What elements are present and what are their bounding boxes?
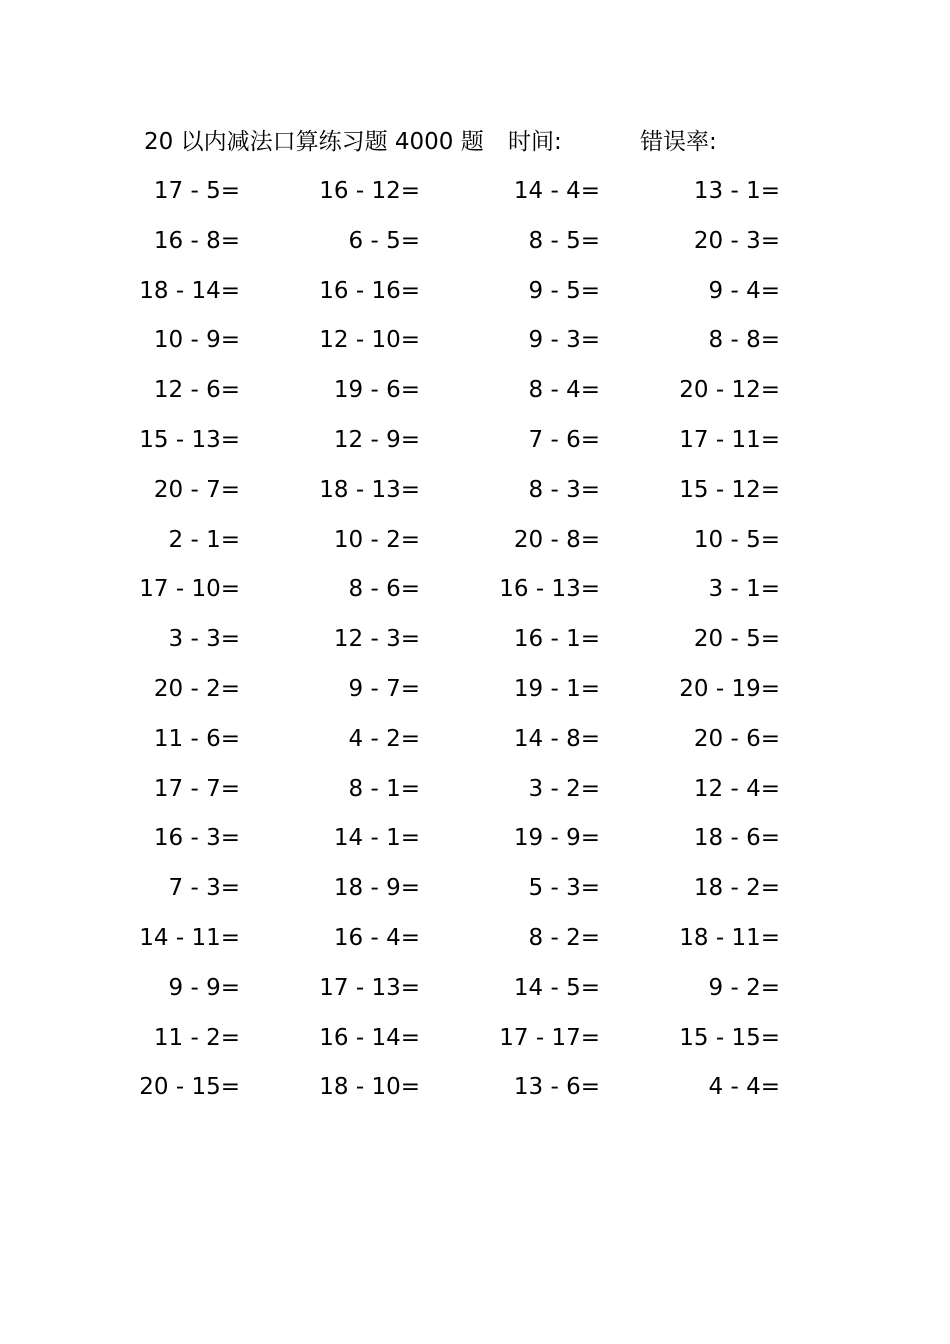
- problem-item: 20 - 8=: [513, 526, 600, 553]
- problem-item: 10 - 5=: [693, 526, 780, 553]
- problem-item: 16 - 13=: [499, 576, 600, 603]
- problem-item: 16 - 4=: [333, 924, 420, 951]
- problem-item: 9 - 9=: [168, 974, 240, 1001]
- problem-row: [0, 271, 950, 321]
- problem-item: 7 - 3=: [168, 875, 240, 902]
- problem-item: 13 - 1=: [693, 178, 780, 204]
- problem-item: 20 - 5=: [693, 626, 780, 653]
- problem-row: [0, 918, 950, 968]
- problem-item: 19 - 6=: [333, 377, 420, 404]
- problem-row: [0, 619, 950, 669]
- problem-item: 8 - 1=: [348, 775, 420, 802]
- problem-row: [0, 569, 950, 619]
- problem-item: 18 - 2=: [693, 875, 780, 902]
- problem-item: 9 - 4=: [708, 277, 780, 304]
- problem-item: 17 - 10=: [139, 576, 240, 603]
- problem-item: 9 - 3=: [528, 327, 600, 354]
- problem-row: [0, 221, 950, 271]
- problem-item: 14 - 4=: [513, 178, 600, 204]
- problem-row: [0, 520, 950, 570]
- problem-item: 2 - 1=: [168, 526, 240, 553]
- problem-item: 4 - 4=: [708, 1074, 780, 1101]
- problem-row: [0, 1018, 950, 1068]
- problem-item: 3 - 1=: [708, 576, 780, 603]
- problem-row: [0, 320, 950, 370]
- problem-item: 7 - 6=: [528, 426, 600, 453]
- problem-item: 20 - 12=: [679, 377, 780, 404]
- problem-item: 17 - 17=: [499, 1024, 600, 1051]
- problem-row: [0, 868, 950, 918]
- problem-item: 18 - 9=: [333, 875, 420, 902]
- error-rate-label: 错误率:: [640, 129, 717, 155]
- problem-row: [0, 171, 950, 221]
- problem-item: 20 - 15=: [139, 1074, 240, 1101]
- problem-item: 19 - 9=: [513, 825, 600, 852]
- problem-item: 8 - 6=: [348, 576, 420, 603]
- problem-item: 15 - 12=: [679, 476, 780, 503]
- problem-item: 14 - 5=: [513, 974, 600, 1001]
- problem-item: 20 - 6=: [693, 725, 780, 752]
- problem-item: 11 - 2=: [153, 1024, 240, 1051]
- problem-item: 17 - 5=: [153, 178, 240, 204]
- problem-item: 10 - 2=: [333, 526, 420, 553]
- problem-item: 19 - 1=: [513, 675, 600, 702]
- problem-item: 6 - 5=: [348, 227, 420, 254]
- problem-item: 16 - 8=: [153, 227, 240, 254]
- problem-item: 12 - 10=: [319, 327, 420, 354]
- problem-item: 9 - 7=: [348, 675, 420, 702]
- problem-item: 13 - 6=: [513, 1074, 600, 1101]
- problem-row: [0, 420, 950, 470]
- problem-item: 17 - 11=: [679, 426, 780, 453]
- problem-item: 17 - 7=: [153, 775, 240, 802]
- problem-item: 11 - 6=: [153, 725, 240, 752]
- problem-item: 12 - 4=: [693, 775, 780, 802]
- problem-item: 15 - 13=: [139, 426, 240, 453]
- problem-item: 16 - 1=: [513, 626, 600, 653]
- problem-item: 9 - 2=: [708, 974, 780, 1001]
- problem-item: 12 - 3=: [333, 626, 420, 653]
- problem-item: 5 - 3=: [528, 875, 600, 902]
- problem-item: 18 - 10=: [319, 1074, 420, 1101]
- problem-item: 14 - 8=: [513, 725, 600, 752]
- problem-item: 18 - 11=: [679, 924, 780, 951]
- problem-item: 12 - 6=: [153, 377, 240, 404]
- problem-item: 8 - 3=: [528, 476, 600, 503]
- problem-item: 16 - 12=: [319, 178, 420, 204]
- problem-item: 8 - 5=: [528, 227, 600, 254]
- problem-row: [0, 719, 950, 769]
- problem-item: 18 - 6=: [693, 825, 780, 852]
- problem-item: 15 - 15=: [679, 1024, 780, 1051]
- problem-item: 8 - 4=: [528, 377, 600, 404]
- problem-row: [0, 968, 950, 1018]
- problem-item: 4 - 2=: [348, 725, 420, 752]
- problem-item: 17 - 13=: [319, 974, 420, 1001]
- problem-item: 12 - 9=: [333, 426, 420, 453]
- problem-grid: [0, 171, 950, 1117]
- time-label: 时间:: [508, 129, 562, 155]
- problem-row: [0, 769, 950, 819]
- worksheet-header: [144, 124, 844, 160]
- problem-item: 10 - 9=: [153, 327, 240, 354]
- problem-item: 18 - 14=: [139, 277, 240, 304]
- problem-item: 16 - 14=: [319, 1024, 420, 1051]
- problem-row: [0, 370, 950, 420]
- problem-item: 14 - 11=: [139, 924, 240, 951]
- problem-item: 20 - 2=: [153, 675, 240, 702]
- problem-item: 3 - 2=: [528, 775, 600, 802]
- problem-item: 18 - 13=: [319, 476, 420, 503]
- problem-item: 20 - 19=: [679, 675, 780, 702]
- worksheet-title: 20 以内减法口算练习题 4000 题: [144, 129, 484, 155]
- problem-item: 8 - 8=: [708, 327, 780, 354]
- problem-item: 14 - 1=: [333, 825, 420, 852]
- problem-item: 20 - 3=: [693, 227, 780, 254]
- problem-item: 9 - 5=: [528, 277, 600, 304]
- problem-item: 20 - 7=: [153, 476, 240, 503]
- problem-item: 8 - 2=: [528, 924, 600, 951]
- problem-row: [0, 669, 950, 719]
- problem-item: 16 - 3=: [153, 825, 240, 852]
- problem-row: [0, 818, 950, 868]
- problem-row: [0, 470, 950, 520]
- problem-item: 3 - 3=: [168, 626, 240, 653]
- problem-row: [0, 1067, 950, 1117]
- problem-item: 16 - 16=: [319, 277, 420, 304]
